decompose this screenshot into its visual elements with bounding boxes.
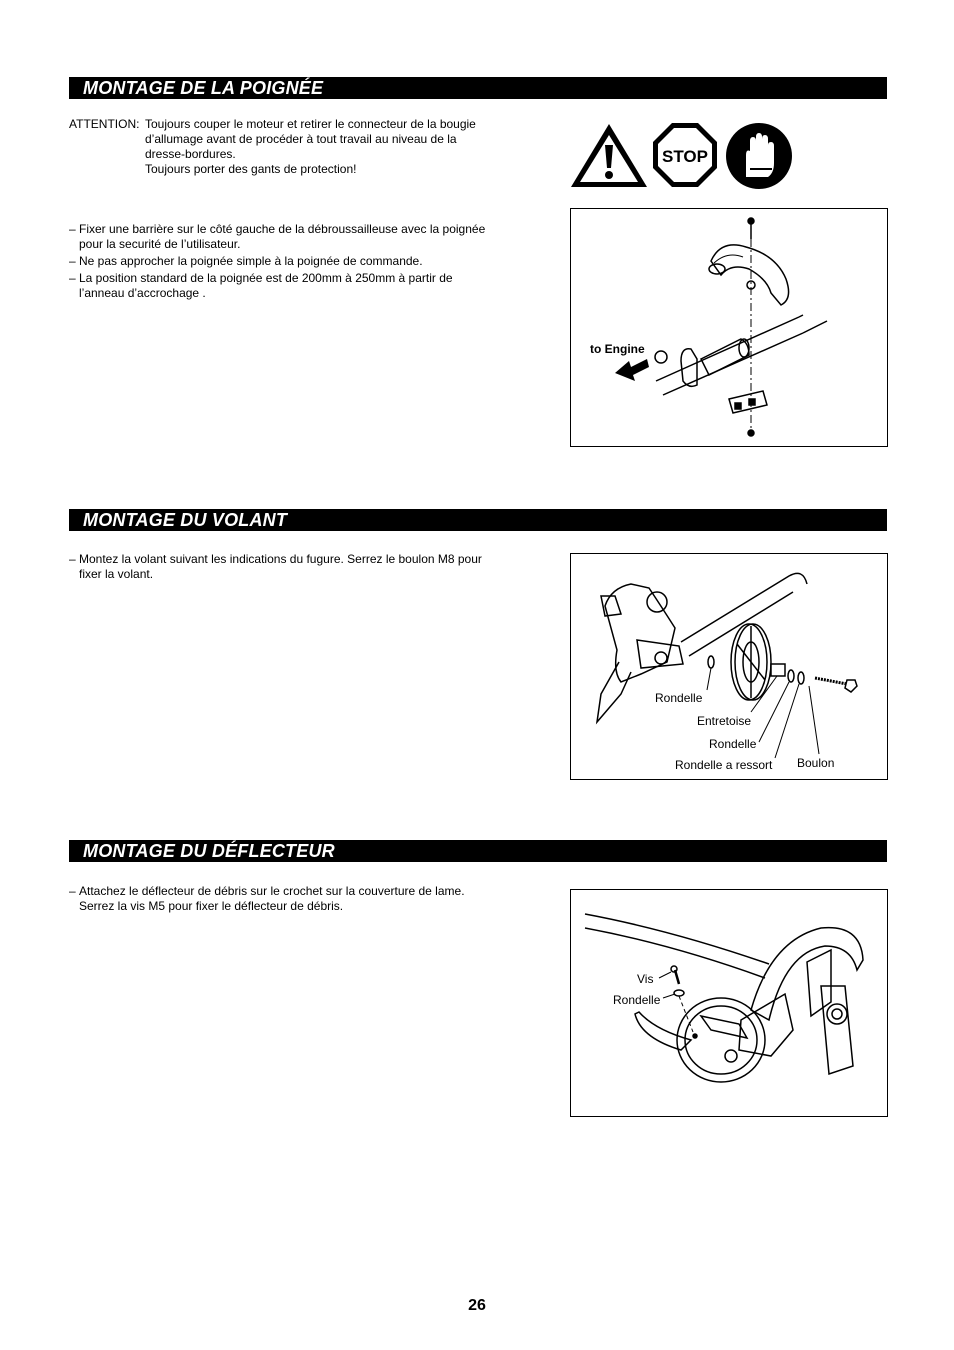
volant-bullets	[69, 552, 539, 584]
list-item	[69, 271, 539, 301]
bullet-line: Fixer une barrière sur le côté gauche de la débroussailleuse avec la poignée	[79, 222, 486, 236]
stop-text: STOP	[662, 147, 708, 166]
page-number: 26	[468, 1297, 486, 1314]
bullet-dash: –	[69, 552, 76, 566]
label-rondelle-1: Rondelle	[655, 691, 703, 705]
safety-icons	[571, 121, 796, 191]
bullet-line: fixer la volant.	[79, 567, 154, 581]
bullet-line: Ne pas approcher la poignée simple à la poignée de commande.	[79, 254, 423, 268]
bullet-line: l’anneau d’accrochage .	[79, 286, 206, 300]
section-title: MONTAGE DE LA POIGNÉE	[83, 78, 324, 98]
attention-label: ATTENTION:	[69, 117, 140, 131]
arrow-left-icon	[615, 359, 649, 381]
list-item	[69, 884, 539, 914]
label-vis: Vis	[637, 972, 654, 986]
section-header-volant	[69, 509, 887, 531]
deflecteur-bullets	[69, 884, 539, 916]
section-header-poignee	[69, 77, 887, 99]
attention-line: d’allumage avant de procéder à tout travail au niveau de la	[145, 132, 457, 146]
bullet-dash: –	[69, 884, 76, 898]
bullet-line: Montez la volant suivant les indications du fugure. Serrez le boulon M8 pour	[79, 552, 482, 566]
bullet-line: Serrez la vis M5 pour fixer le déflecteur de débris.	[79, 899, 344, 913]
attention-line: Toujours porter des gants de protection!	[145, 162, 357, 176]
bullet-dash: –	[69, 254, 76, 268]
to-engine-label: to Engine	[590, 342, 645, 356]
section-title: MONTAGE DU DÉFLECTEUR	[83, 841, 335, 861]
label-rondelle-2: Rondelle	[709, 737, 757, 751]
gloves-icon	[726, 123, 792, 189]
list-item	[69, 222, 539, 252]
section-header-deflecteur	[69, 840, 887, 862]
handle-diagram	[571, 209, 887, 446]
warning-triangle-icon	[571, 124, 647, 187]
stop-sign-icon	[653, 123, 717, 187]
list-item	[69, 552, 539, 582]
bullet-line: Attachez le déflecteur de débris sur le crochet sur la couverture de lame.	[79, 884, 465, 898]
attention-text	[145, 117, 535, 177]
label-rondelle: Rondelle	[613, 993, 661, 1007]
figure-deflector-assembly	[570, 889, 888, 1117]
attention-line: dresse-bordures.	[145, 147, 236, 161]
label-boulon: Boulon	[797, 756, 835, 770]
label-entretoise: Entretoise	[697, 714, 752, 728]
section-title: MONTAGE DU VOLANT	[83, 510, 288, 530]
poignee-bullets	[69, 222, 539, 303]
attention-line: Toujours couper le moteur et retirer le connecteur de la bougie	[145, 117, 476, 131]
label-rondelle-ressort: Rondelle a ressort	[675, 758, 773, 772]
bullet-dash: –	[69, 271, 76, 285]
figure-handle-assembly	[570, 208, 888, 447]
bullet-line: La position standard de la poignée est de 200mm à 250mm à partir de	[79, 271, 453, 285]
figure-wheel-assembly	[570, 553, 888, 780]
list-item	[69, 254, 539, 269]
bullet-line: pour la securité de l’utilisateur.	[79, 237, 241, 251]
bullet-dash: –	[69, 222, 76, 236]
